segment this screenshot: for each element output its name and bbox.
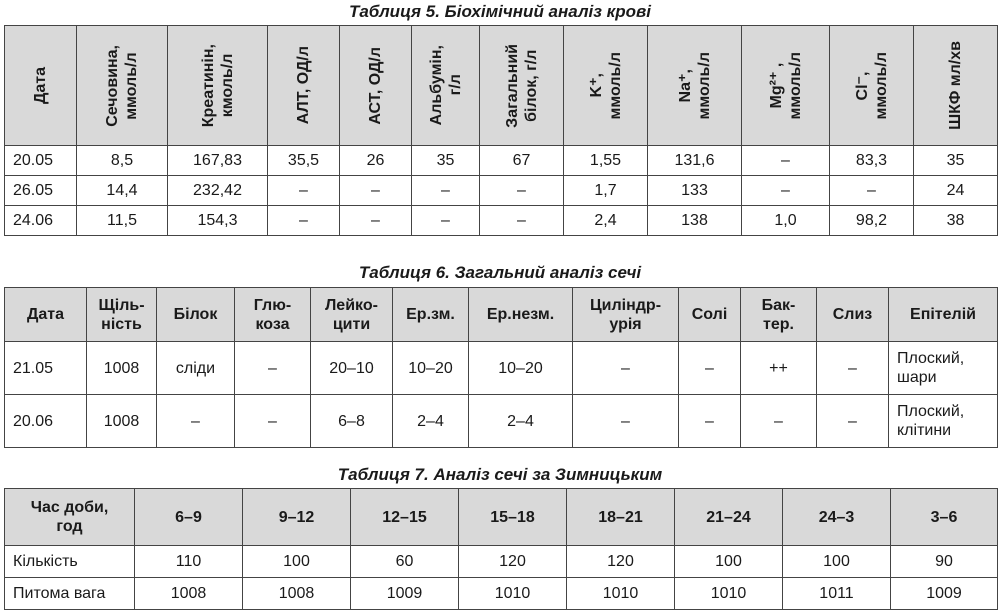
table5-header-label: ШКФ мл/хв xyxy=(947,41,964,130)
table5-header-cell xyxy=(742,26,830,146)
table6-caption: Таблиця 6. Загальний аналіз сечі xyxy=(358,263,642,282)
table-cell: 14,4 xyxy=(77,176,168,206)
table6-header-row xyxy=(5,288,998,342)
table-cell: 2,4 xyxy=(564,206,648,236)
table5-header-cell xyxy=(564,26,648,146)
table-cell: 1010 xyxy=(567,578,675,610)
table6-header-cell xyxy=(679,288,741,342)
table6-header-cell xyxy=(573,288,679,342)
table5-header-label: Сечовина, ммоль/л xyxy=(104,44,140,127)
table5-header-cell xyxy=(914,26,998,146)
table6-header-label: Дата xyxy=(26,306,65,323)
table-cell: – xyxy=(340,176,412,206)
table7-header-cell xyxy=(351,489,459,546)
table7-header-cell xyxy=(675,489,783,546)
table-cell: 154,3 xyxy=(168,206,268,236)
table6-header-cell xyxy=(817,288,889,342)
table-cell: ++ xyxy=(741,342,817,395)
table5-header-cell xyxy=(340,26,412,146)
table-cell: 8,5 xyxy=(77,146,168,176)
table-cell: 2–4 xyxy=(469,395,573,448)
table6-header-label: Ер.зм. xyxy=(406,306,455,323)
table7-header-label: Час доби, год xyxy=(30,499,109,535)
table6-header-cell xyxy=(469,288,573,342)
table5-header-cell xyxy=(830,26,914,146)
table-cell: – xyxy=(741,395,817,448)
table5-header-label: K⁺, ммоль/л xyxy=(587,51,624,120)
table-row xyxy=(5,206,998,236)
table5-header-cell xyxy=(268,26,340,146)
table-cell: – xyxy=(412,176,480,206)
table5-header-label: Na⁺, ммоль/л xyxy=(676,51,713,120)
table-cell: 24 xyxy=(914,176,998,206)
table-cell: 67 xyxy=(480,146,564,176)
table-cell: 1009 xyxy=(891,578,998,610)
table-cell: 10–20 xyxy=(469,342,573,395)
table-cell: 1011 xyxy=(783,578,891,610)
table-cell: 21.05 xyxy=(5,342,87,395)
table-row xyxy=(5,578,998,610)
table-cell: – xyxy=(340,206,412,236)
table-cell: 1010 xyxy=(675,578,783,610)
table-cell: Плоский, шари xyxy=(889,342,998,395)
table-cell: 1008 xyxy=(87,395,157,448)
table5-caption: Таблиця 5. Біохімічний аналіз крові xyxy=(348,2,652,21)
table-cell: 120 xyxy=(459,546,567,578)
table5-header-cell xyxy=(480,26,564,146)
table-cell: 35 xyxy=(914,146,998,176)
table-cell: 1,0 xyxy=(742,206,830,236)
table7-header-label: 18–21 xyxy=(598,508,643,526)
table5-header-cell xyxy=(412,26,480,146)
table6-header-cell xyxy=(157,288,235,342)
table-cell: 10–20 xyxy=(393,342,469,395)
table-cell: – xyxy=(830,176,914,206)
table-cell: 131,6 xyxy=(648,146,742,176)
table-cell: 98,2 xyxy=(830,206,914,236)
table-cell: 1,55 xyxy=(564,146,648,176)
table-cell: 1008 xyxy=(135,578,243,610)
table6-header-cell xyxy=(741,288,817,342)
table-cell: 133 xyxy=(648,176,742,206)
table-cell: 20.06 xyxy=(5,395,87,448)
table7-header-cell xyxy=(891,489,998,546)
table6-header-label: Лейко- цити xyxy=(325,296,378,333)
table-cell: – xyxy=(817,342,889,395)
table5-header-label: Cl⁻, ммоль/л xyxy=(853,51,890,120)
table-cell: – xyxy=(573,342,679,395)
urinalysis-table xyxy=(4,287,998,448)
table-cell: 2–4 xyxy=(393,395,469,448)
table-cell: – xyxy=(480,176,564,206)
table-cell: 83,3 xyxy=(830,146,914,176)
table7-header-label: 3–6 xyxy=(930,508,958,526)
table-cell: 1009 xyxy=(351,578,459,610)
table5-header-label: Альбумін, г/л xyxy=(427,45,464,126)
table6-header-label: Епітелій xyxy=(910,306,976,323)
table-cell: – xyxy=(742,146,830,176)
table-cell: 35 xyxy=(412,146,480,176)
table6-header-cell xyxy=(393,288,469,342)
table-cell: 1008 xyxy=(87,342,157,395)
table7-header-row xyxy=(5,489,998,546)
table-cell: сліди xyxy=(157,342,235,395)
table-cell: – xyxy=(573,395,679,448)
zimnitsky-table xyxy=(4,488,998,610)
table6-header-label: Щіль- ність xyxy=(98,296,145,333)
table-cell: 1008 xyxy=(243,578,351,610)
blood-biochemistry-table xyxy=(4,25,998,236)
table-cell: – xyxy=(235,395,311,448)
table-cell: Питома вага xyxy=(5,578,135,610)
table6-header-cell xyxy=(87,288,157,342)
table-cell: – xyxy=(412,206,480,236)
table-cell: 110 xyxy=(135,546,243,578)
table5-header-cell xyxy=(168,26,268,146)
table7-header-cell xyxy=(135,489,243,546)
table7-header-label: 21–24 xyxy=(706,508,751,526)
table5-header-cell xyxy=(77,26,168,146)
table-cell: – xyxy=(235,342,311,395)
table-cell: – xyxy=(480,206,564,236)
table7-header-label: 15–18 xyxy=(490,508,535,526)
table7-header-label: 24–3 xyxy=(818,508,855,526)
table-cell: – xyxy=(679,342,741,395)
table6-header-label: Ер.незм. xyxy=(486,306,555,323)
table5-header-row xyxy=(5,26,998,146)
table-row xyxy=(5,146,998,176)
table-cell: 100 xyxy=(783,546,891,578)
table-cell: 100 xyxy=(243,546,351,578)
table6-header-cell xyxy=(5,288,87,342)
table5-header-label: АСТ, ОД/л xyxy=(367,46,384,125)
table-row xyxy=(5,176,998,206)
table-cell: 6–8 xyxy=(311,395,393,448)
table-cell: 100 xyxy=(675,546,783,578)
table5-header-cell xyxy=(648,26,742,146)
table-cell: 20–10 xyxy=(311,342,393,395)
table7-header-cell xyxy=(459,489,567,546)
table7-header-cell xyxy=(243,489,351,546)
table7-header-cell xyxy=(567,489,675,546)
table-cell: 232,42 xyxy=(168,176,268,206)
table6-header-label: Глю- коза xyxy=(253,296,292,333)
table-cell: Кількість xyxy=(5,546,135,578)
table6-header-label: Слиз xyxy=(832,306,873,323)
table-cell: 26.05 xyxy=(5,176,77,206)
table6-header-label: Солі xyxy=(691,306,728,323)
table-cell: 1010 xyxy=(459,578,567,610)
table6-header-label: Білок xyxy=(173,306,218,323)
table-cell: 120 xyxy=(567,546,675,578)
table-cell: 20.05 xyxy=(5,146,77,176)
table6-header-cell xyxy=(311,288,393,342)
table6-header-label: Циліндр- урія xyxy=(589,296,662,333)
table-cell: – xyxy=(679,395,741,448)
table-cell: – xyxy=(268,206,340,236)
table-cell: 26 xyxy=(340,146,412,176)
table6-header-label: Бак- тер. xyxy=(761,296,796,333)
table5-header-label: Загальний білок, г/л xyxy=(503,43,540,128)
table7-header-cell xyxy=(783,489,891,546)
table-cell: 11,5 xyxy=(77,206,168,236)
table-row xyxy=(5,342,998,395)
table7-header-label: 6–9 xyxy=(175,508,202,526)
table5-header-label: Креатинін, кмоль/л xyxy=(199,43,236,128)
table6-header-cell xyxy=(889,288,998,342)
table5-header-label: Mg²⁺ , ммоль/л xyxy=(767,51,804,120)
table6-header-cell xyxy=(235,288,311,342)
table-cell: 35,5 xyxy=(268,146,340,176)
table-cell: 60 xyxy=(351,546,459,578)
table-row xyxy=(5,546,998,578)
table7-header-cell xyxy=(5,489,135,546)
table7-header-label: 9–12 xyxy=(278,508,315,526)
table-cell: – xyxy=(742,176,830,206)
table-cell: 24.06 xyxy=(5,206,77,236)
table-cell: – xyxy=(268,176,340,206)
table-cell: 90 xyxy=(891,546,998,578)
table-cell: 167,83 xyxy=(168,146,268,176)
table-cell: – xyxy=(817,395,889,448)
table7-caption: Таблиця 7. Аналіз сечі за Зимницьким xyxy=(337,465,663,484)
table-cell: Плоский, клітини xyxy=(889,395,998,448)
table5-header-label: Дата xyxy=(32,66,49,105)
table-cell: 1,7 xyxy=(564,176,648,206)
table5-header-label: АЛТ, ОД/л xyxy=(295,46,312,125)
table-cell: 38 xyxy=(914,206,998,236)
table5-header-cell xyxy=(5,26,77,146)
table-cell: – xyxy=(157,395,235,448)
table7-header-label: 12–15 xyxy=(382,508,427,526)
table-cell: 138 xyxy=(648,206,742,236)
table-row xyxy=(5,395,998,448)
